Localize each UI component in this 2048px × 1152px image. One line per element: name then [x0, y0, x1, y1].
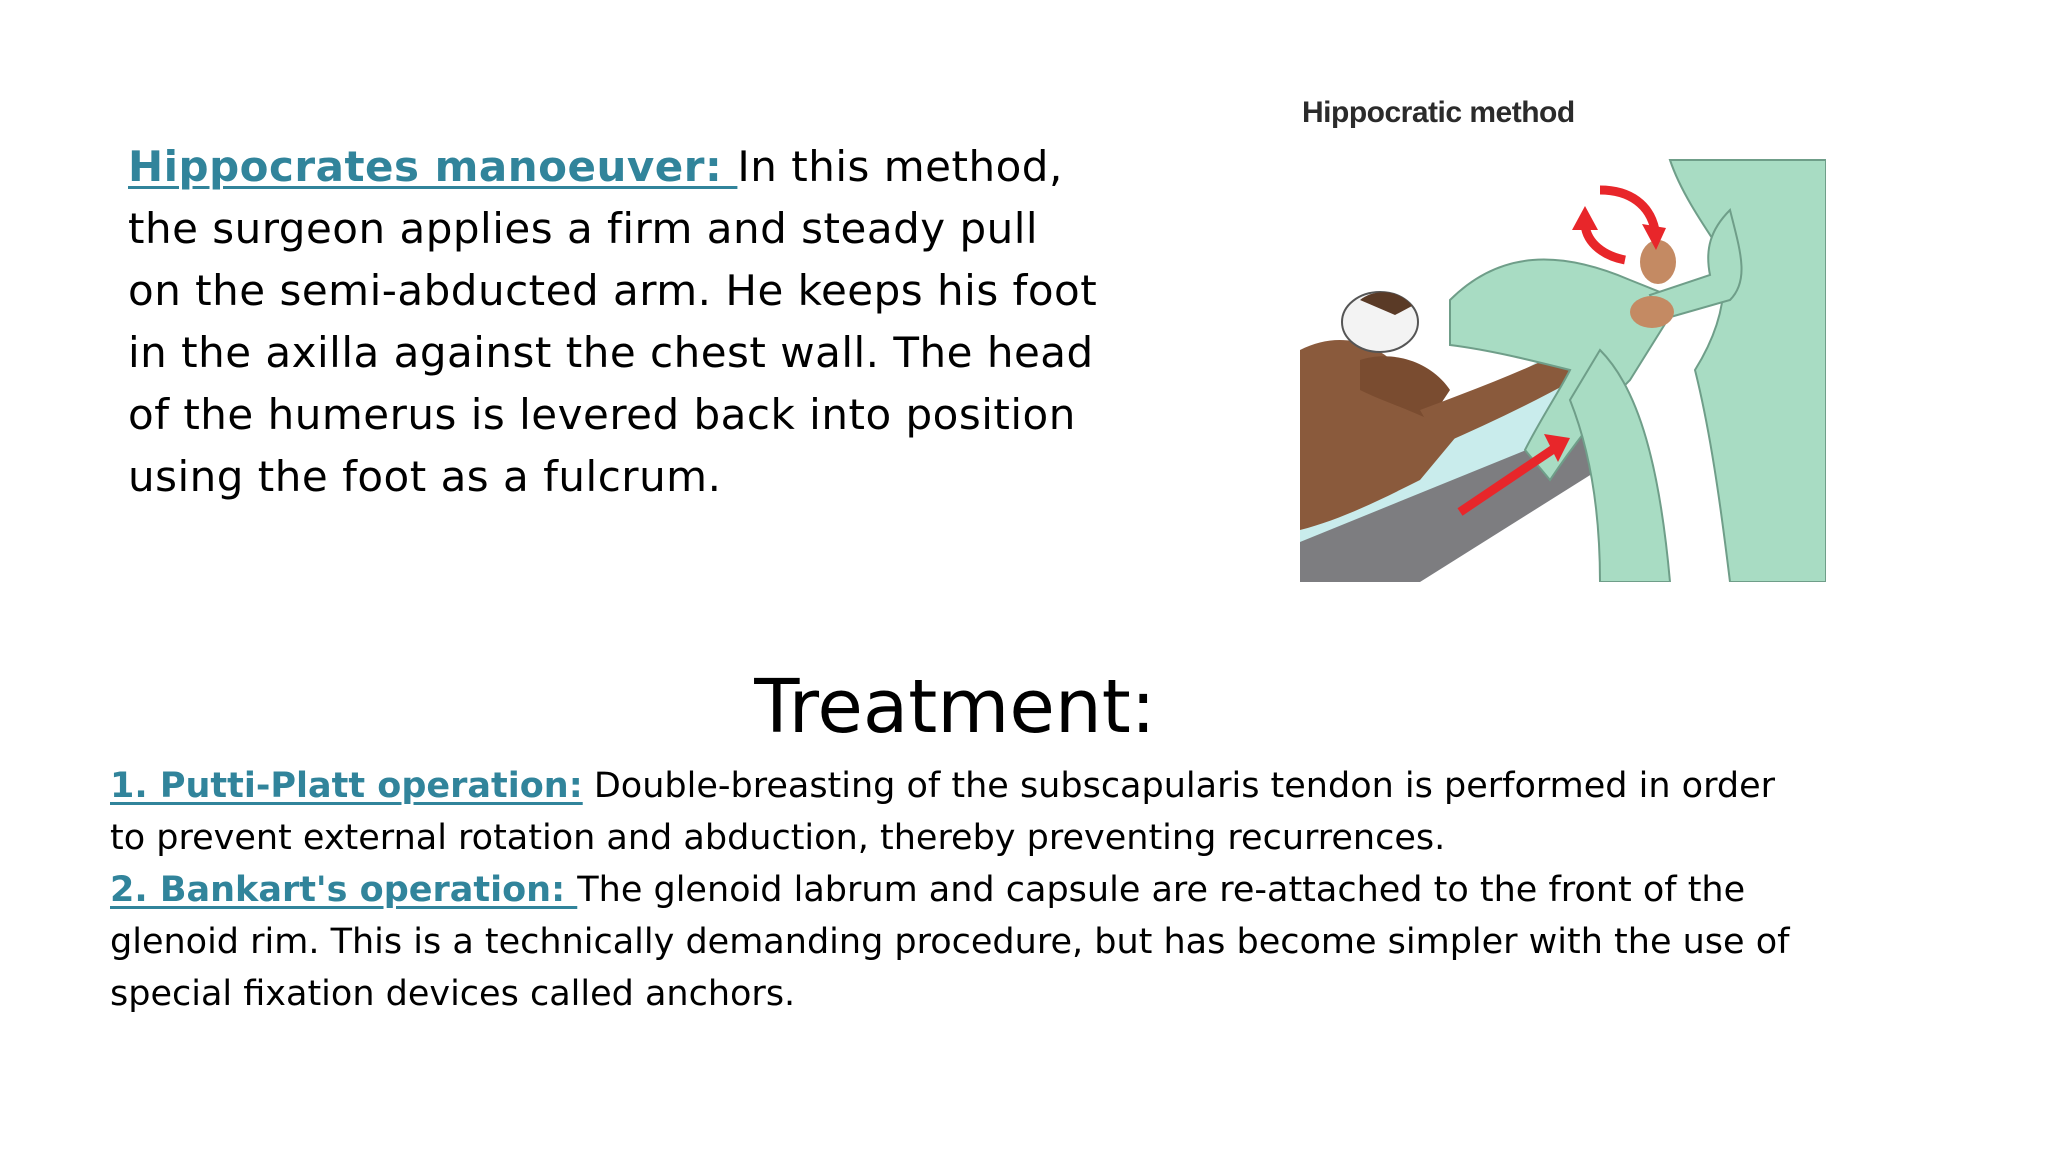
treatment-item-bankart: [110, 864, 1810, 1020]
hippocrates-description: In this method, the surgeon applies a firm and steady pull on the semi-abducted arm. He keeps his foot in the axilla against the chest wall. The head of the humerus is levered back into position using the foot as a fulcrum.: [128, 142, 1098, 501]
hippocratic-method-illustration: [1300, 150, 1826, 582]
rotation-arrow-upper: [1600, 190, 1655, 230]
figure-caption: Hippocratic method: [1302, 96, 1575, 129]
hippocratic-method-figure: [1300, 96, 1830, 582]
surgeon-body: [1670, 160, 1826, 582]
treatment-item-putti-platt: [110, 760, 1810, 864]
putti-platt-term: 1. Putti-Platt operation:: [110, 766, 583, 806]
hippocrates-term: Hippocrates manoeuver:: [128, 142, 738, 191]
bankart-term: 2. Bankart's operation:: [110, 870, 578, 910]
surgeon-hand-upper: [1640, 240, 1676, 284]
surgeon-hand-lower: [1630, 296, 1674, 328]
treatment-heading: Treatment:: [754, 664, 1156, 750]
treatment-list: [110, 760, 1810, 1020]
putti-platt-description: Double-breasting of the subscapularis tendon is performed in order to prevent external rotation and abduction, thereby preventing recurrences.: [110, 766, 1775, 858]
rotation-arrowhead-lower: [1572, 206, 1598, 230]
hippocrates-paragraph: [128, 136, 1098, 508]
bankart-description: The glenoid labrum and capsule are re-attached to the front of the glenoid rim. This is a technically demanding procedure, but has become simpler with the use of special fixation devices called anchors.: [110, 870, 1790, 1014]
